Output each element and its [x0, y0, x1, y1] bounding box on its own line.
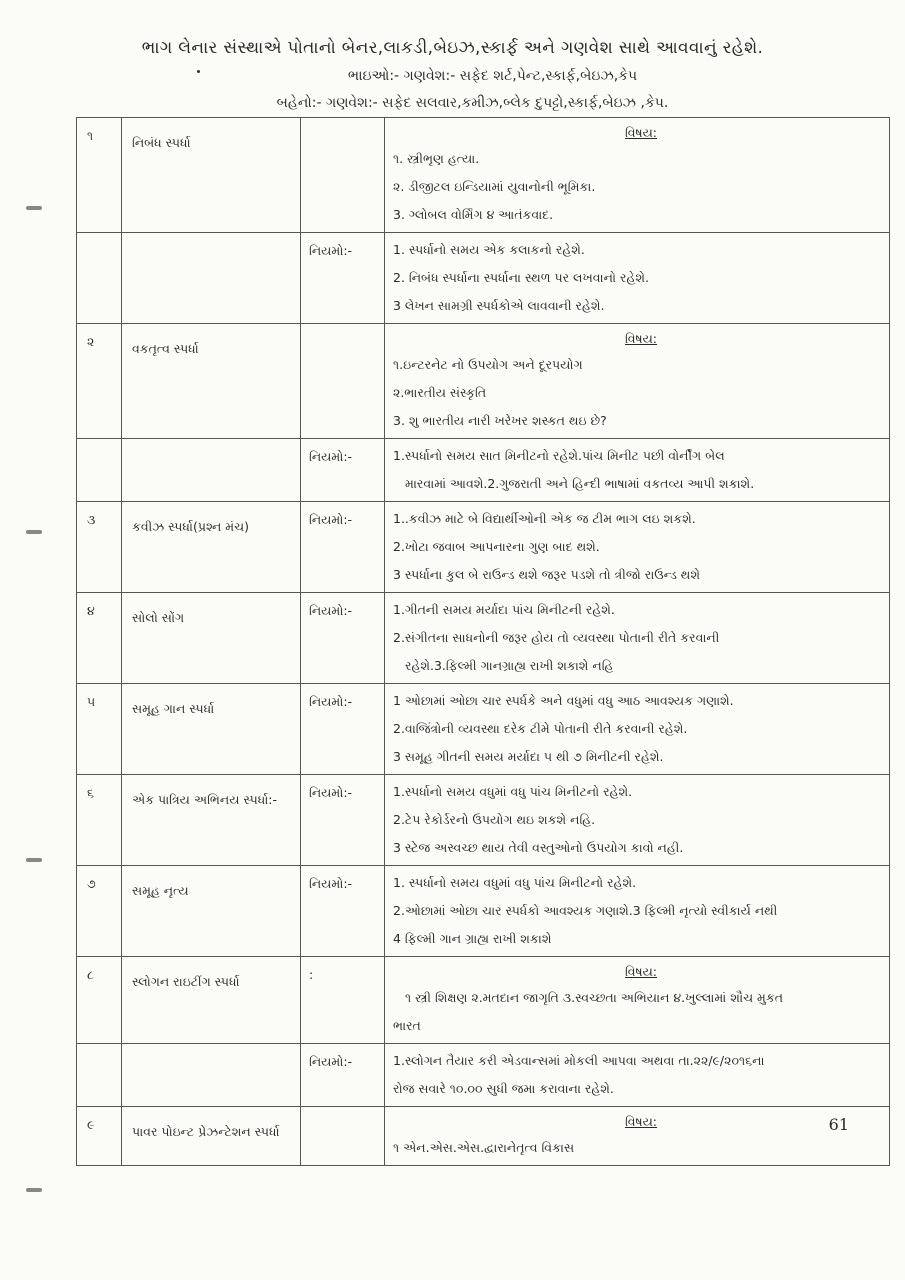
competition-name-cell — [122, 957, 301, 1044]
detail-line: 4 ફિલ્મી ગાન ગ્રાહ્ય રાખી શકાશે — [393, 931, 552, 946]
table-row — [77, 1107, 890, 1166]
rules-label: નિયમો:- — [309, 243, 353, 258]
scan-mark — [26, 206, 42, 210]
competition-name-cell — [122, 684, 301, 775]
rules-label-cell — [301, 233, 385, 324]
rules-label: નિયમો:- — [309, 449, 353, 464]
row-number-cell — [77, 502, 122, 593]
row-number: ૯ — [87, 1117, 95, 1132]
row-number: ૫ — [87, 694, 96, 709]
row-number: ૩ — [87, 512, 96, 527]
detail-line: 3 સ્ટેજ અસ્વચ્છ થાય તેવી વસ્તુઓનો ઉપયોગ કાવો નહી. — [393, 840, 684, 855]
competition-name-cell — [122, 866, 301, 957]
subject-heading: વિષય: — [624, 1114, 658, 1129]
row-number-cell — [77, 775, 122, 866]
competition-name-cell — [122, 593, 301, 684]
details-cell — [385, 957, 890, 1044]
scan-mark — [26, 1188, 42, 1192]
competition-table — [76, 117, 890, 1166]
competition-name: સ્લોગન રાઇટીંગ સ્પર્ધા — [132, 974, 240, 989]
rules-label-cell — [301, 118, 385, 233]
row-number-cell — [77, 866, 122, 957]
detail-line: 2.ઓછામાં ઓછા ચાર સ્પર્ધકો આવશ્યક ગણાશે.3 ફિલ્મી નૃત્યો સ્વીકાર્ય નથી — [393, 903, 778, 918]
detail-line: 1..કવીઝ માટે બે વિદ્યાર્થીઓની એક જ ટીમ ભાગ લઇ શકશે. — [393, 511, 696, 526]
subject-heading: વિષય: — [624, 331, 658, 346]
detail-line: રહેશે.3.ફિલ્મી ગાનગ્રાહ્ય રાખી શકાશે નહિ — [405, 658, 614, 673]
subject-heading: વિષય: — [624, 964, 658, 979]
row-number-cell — [77, 118, 122, 233]
competition-name-cell — [122, 1107, 301, 1166]
row-number: ૮ — [87, 967, 94, 982]
table-row — [77, 593, 890, 684]
detail-line: ૧. સ્ત્રીભૃણ હત્યા. — [393, 151, 480, 166]
details-cell — [385, 118, 890, 233]
row-number: ૬ — [87, 785, 95, 800]
header-line-1: ભાગ લેનાર સંસ્થાએ પોતાનો બેનર,લાકડી,બેઇઝ,સ્કાર્ફ અને ગણવેશ સાથે આવવાનું રહેશે. — [141, 38, 764, 58]
detail-line: 2.વાજિંત્રોની વ્યવસ્થા દરેક ટીમે પોતાની રીતે કરવાની રહેશે. — [393, 721, 688, 736]
table-row — [77, 233, 890, 324]
details-cell — [385, 593, 890, 684]
competition-name-cell — [122, 324, 301, 439]
row-number-cell — [77, 957, 122, 1044]
table-row — [77, 1044, 890, 1107]
table-row — [77, 118, 890, 233]
competition-name: વકતૃત્વ સ્પર્ધા — [132, 341, 199, 356]
detail-line: ૨.ભારતીય સંસ્કૃતિ — [393, 385, 487, 400]
detail-line: ભારત — [393, 1018, 421, 1033]
header-line-3: બહેનો:- ગણવેશ:- સફેદ સલવાર,કમીઝ,બ્લેક દુપટ્ટો,સ્કાર્ફ,બેઇઝ ,કેપ. — [276, 95, 669, 111]
rules-label-cell — [301, 502, 385, 593]
detail-line: 1.સ્પર્ધાનો સમય સાત મિનીટનો રહેશે.પાંચ મિનીટ પછી વોર્નીંગ બેલ — [393, 448, 725, 463]
rules-label: નિયમો:- — [309, 785, 353, 800]
detail-line: 2.ટેપ રેકોર્ડરનો ઉપયોગ થઇ શકશે નહિ. — [393, 812, 596, 827]
competition-name: સોલો સોંગ — [132, 610, 185, 625]
detail-line: ૧.ઇન્ટરનેટ નો ઉપયોગ અને દૂરપયોગ — [393, 357, 583, 372]
header-line-2: ભાઇઓ:- ગણવેશ:- સફેદ શર્ટ,પેન્ટ,સ્કાર્ફ,બેઇઝ,કેપ — [347, 68, 638, 84]
detail-line: 2. નિબંધ સ્પર્ધાના સ્પર્ધાના સ્થળ પર લખવાનો રહેશે. — [393, 270, 649, 285]
row-number: ૪ — [87, 603, 95, 618]
table-row — [77, 324, 890, 439]
detail-line: 1. સ્પર્ધાનો સમય વધુમાં વધુ પાંચ મિનીટનો રહેશે. — [393, 875, 637, 890]
rules-label-cell — [301, 1044, 385, 1107]
detail-line: ૨. ડીજીટલ ઇન્ડિયામાં યુવાનોની ભૂમિકા. — [393, 179, 596, 194]
details-cell — [385, 866, 890, 957]
detail-line: 3. શુ ભારતીય નારી ખરેખર શસ્કત થઇ છે? — [393, 413, 607, 428]
rules-label-cell — [301, 866, 385, 957]
competition-name: કવીઝ સ્પર્ધા(પ્રશ્ન મંચ) — [132, 519, 250, 534]
rules-label-cell — [301, 775, 385, 866]
rules-label-cell — [301, 957, 385, 1044]
table-row — [77, 684, 890, 775]
row-number-cell — [77, 1107, 122, 1166]
competition-name: એક પાત્રિય અભિનય સ્પર્ધા:- — [132, 792, 278, 807]
details-cell — [385, 1044, 890, 1107]
details-cell — [385, 775, 890, 866]
row-number-cell — [77, 439, 122, 502]
details-cell — [385, 324, 890, 439]
rules-label: નિયમો:- — [309, 694, 353, 709]
competition-name: પાવર પોઇન્ટ પ્રેઝન્ટેશન સ્પર્ધા — [132, 1124, 280, 1139]
detail-line: 3 લેખન સામગ્રી સ્પર્ધકોએ લાવવાની રહેશે. — [393, 298, 605, 313]
detail-line: 1 ઓછામાં ઓછા ચાર સ્પર્ધકે અને વધુમાં વધુ આઠ આવશ્યક ગણાશે. — [393, 693, 734, 708]
scan-mark — [26, 858, 42, 862]
detail-line: 3 સમૂહ ગીતની સમય મર્યાદા ૫ થી ૭ મિનીટની રહેશે. — [393, 749, 664, 764]
detail-line: 1.ગીતની સમય મર્યાદા પાંચ મિનીટની રહેશે. — [393, 602, 615, 617]
rules-label: : — [309, 967, 314, 982]
detail-line: ૧ એન.એસ.એસ.દ્વારાનેતૃત્વ વિકાસ — [393, 1140, 575, 1155]
row-number-cell — [77, 233, 122, 324]
scan-mark — [26, 530, 42, 534]
detail-line: 2.ખોટા જવાબ આપનારના ગુણ બાદ થશે. — [393, 539, 600, 554]
table-row — [77, 866, 890, 957]
rules-label-cell — [301, 324, 385, 439]
row-number: ૧ — [87, 128, 94, 143]
row-number-cell — [77, 1044, 122, 1107]
detail-line: 1.સ્લોગન તૈયાર કરી એડવાન્સમાં મોકલી આપવા અથવા તા.૨૨/૯/૨૦૧૬ના — [393, 1053, 765, 1068]
table-row — [77, 957, 890, 1044]
details-cell — [385, 1107, 890, 1166]
detail-line: 3. ગ્લોબલ વોર્મિંગ ૪ આતંકવાદ. — [393, 207, 554, 222]
details-cell — [385, 684, 890, 775]
subject-heading: વિષય: — [624, 125, 658, 140]
rules-label: નિયમો:- — [309, 876, 353, 891]
table-row — [77, 502, 890, 593]
row-number: ૭ — [87, 876, 96, 891]
competition-name-cell — [122, 233, 301, 324]
competition-name-cell — [122, 118, 301, 233]
row-number: ૨ — [87, 334, 95, 349]
detail-line: 2.સંગીતના સાધનોની જરૂર હોય તો વ્યવસ્થા પોતાની રીતે કરવાની — [393, 630, 720, 645]
row-number-cell — [77, 324, 122, 439]
competition-name: સમૂહ નૃત્ય — [132, 883, 189, 898]
detail-line: 1. સ્પર્ધાનો સમય એક કલાકનો રહેશે. — [393, 242, 585, 257]
details-cell — [385, 502, 890, 593]
detail-line: રોજ સવારે ૧૦.૦૦ સુધી જમા કરાવાના રહેશે. — [393, 1081, 614, 1096]
detail-line: 3 સ્પર્ધાના કુલ બે રાઉન્ડ થશે જરૂર પડશે તો ત્રીજો રાઉન્ડ થશે — [393, 567, 701, 582]
detail-line: મારવામાં આવશે.2.ગુજરાતી અને હિન્દી ભાષામાં વકતવ્ય આપી શકાશે. — [405, 476, 755, 491]
rules-label: નિયમો:- — [309, 512, 353, 527]
page-number: 61 — [828, 1115, 849, 1134]
competition-name: નિબંધ સ્પર્ધા — [132, 135, 191, 150]
detail-line: 1.સ્પર્ધાનો સમય વધુમાં વધુ પાંચ મિનીટનો રહેશે. — [393, 784, 633, 799]
details-cell — [385, 233, 890, 324]
competition-name-cell — [122, 1044, 301, 1107]
competition-name-cell — [122, 439, 301, 502]
rules-label-cell — [301, 684, 385, 775]
rules-label-cell — [301, 593, 385, 684]
competition-name-cell — [122, 775, 301, 866]
competition-name-cell — [122, 502, 301, 593]
row-number-cell — [77, 593, 122, 684]
competition-name: સમૂહ ગાન સ્પર્ધા — [132, 701, 215, 716]
row-number-cell — [77, 684, 122, 775]
rules-label: નિયમો:- — [309, 603, 353, 618]
detail-line: ૧ સ્ત્રી શિક્ષણ ૨.મતદાન જાગૃતિ ૩.સ્વચ્છતા અભિયાન ૪.ખુલ્લામાં શૌચ મુકત — [405, 990, 783, 1005]
rules-label-cell — [301, 439, 385, 502]
details-cell — [385, 439, 890, 502]
rules-label: નિયમો:- — [309, 1054, 353, 1069]
rules-label-cell — [301, 1107, 385, 1166]
table-row — [77, 439, 890, 502]
table-row — [77, 775, 890, 866]
